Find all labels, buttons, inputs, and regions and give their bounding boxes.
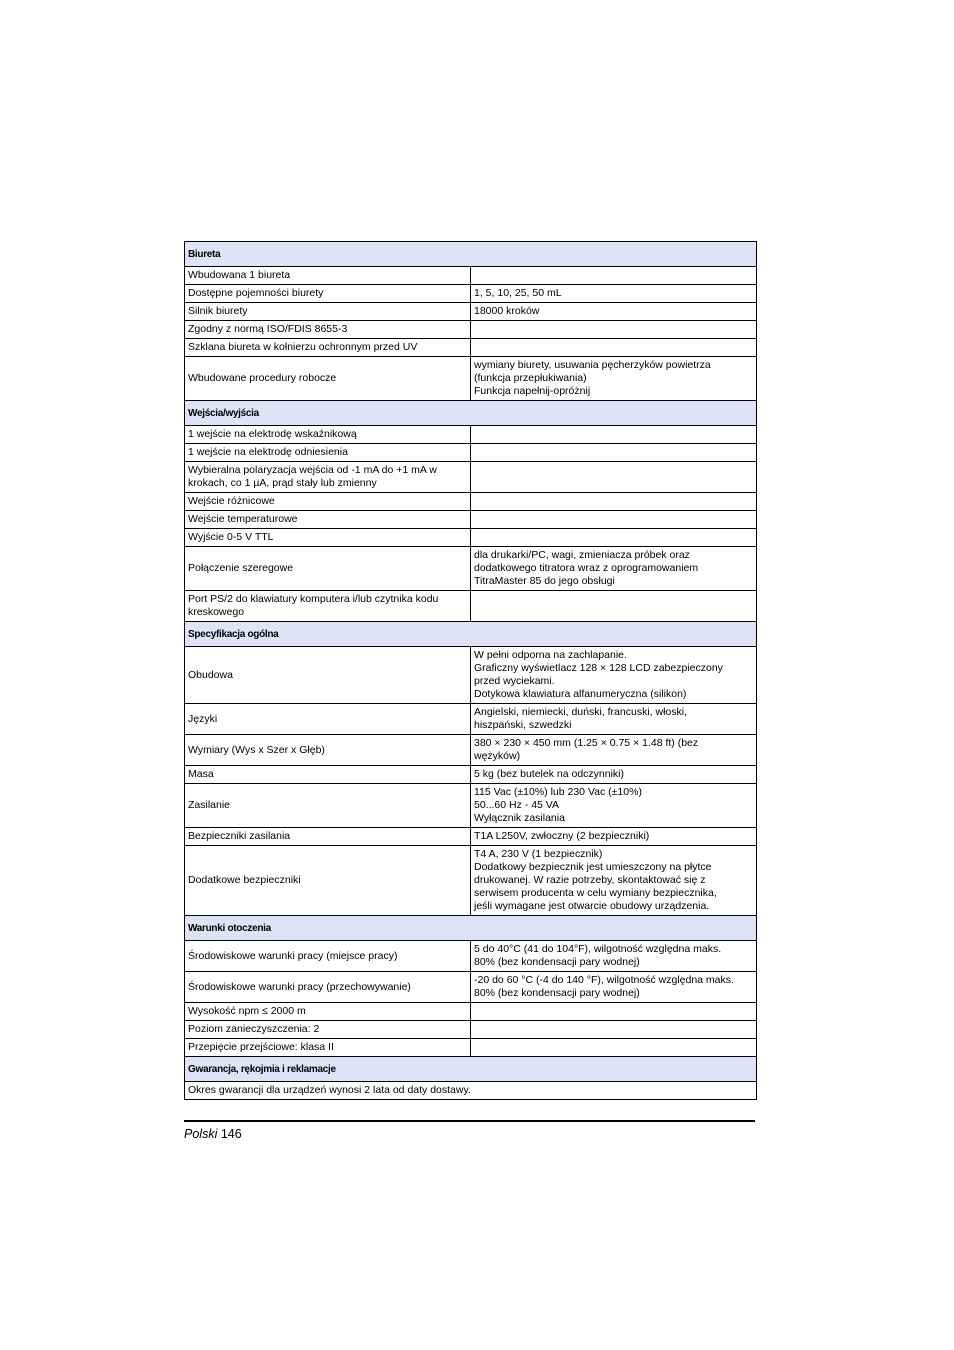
spec-label: 1 wejście na elektrodę odniesienia	[185, 444, 471, 462]
table-row	[185, 1003, 757, 1021]
spec-table	[184, 241, 757, 1100]
spec-label: Połączenie szeregowe	[185, 547, 471, 591]
spec-value: T1A L250V, zwłoczny (2 bezpieczniki)	[471, 828, 757, 846]
section-header-row	[185, 242, 757, 267]
table-row	[185, 462, 757, 493]
spec-label: Dostępne pojemności biurety	[185, 285, 471, 303]
table-row	[185, 766, 757, 784]
spec-label: Masa	[185, 766, 471, 784]
spec-label: Poziom zanieczyszczenia: 2	[185, 1021, 471, 1039]
spec-value	[471, 426, 757, 444]
table-row	[185, 493, 757, 511]
spec-full-text: Okres gwarancji dla urządzeń wynosi 2 lata od daty dostawy.	[185, 1082, 757, 1100]
spec-label: Silnik biurety	[185, 303, 471, 321]
spec-label: Środowiskowe warunki pracy (przechowywanie)	[185, 972, 471, 1003]
spec-label: Dodatkowe bezpieczniki	[185, 846, 471, 916]
footer-language: Polski	[184, 1127, 218, 1141]
spec-value	[471, 511, 757, 529]
table-row	[185, 941, 757, 972]
spec-value	[471, 591, 757, 622]
spec-label: Wymiary (Wys x Szer x Głęb)	[185, 735, 471, 766]
table-row	[185, 1039, 757, 1057]
spec-value	[471, 529, 757, 547]
spec-value	[471, 339, 757, 357]
table-row	[185, 828, 757, 846]
section-header-row	[185, 622, 757, 647]
table-row	[185, 339, 757, 357]
table-row	[185, 591, 757, 622]
spec-value: W pełni odporna na zachlapanie. Graficzny wyświetlacz 128 × 128 LCD zabezpieczony przed wyciekami. Dotykowa klawiatura alfanumeryczna (silikon)	[471, 647, 757, 704]
table-row	[185, 303, 757, 321]
spec-value: 115 Vac (±10%) lub 230 Vac (±10%) 50...60 Hz - 45 VA Wyłącznik zasilania	[471, 784, 757, 828]
section-title: Gwarancja, rękojmia i reklamacje	[185, 1057, 757, 1082]
spec-label: 1 wejście na elektrodę wskaźnikową	[185, 426, 471, 444]
section-title: Specyfikacja ogólna	[185, 622, 757, 647]
spec-value	[471, 1039, 757, 1057]
section-header-row	[185, 1057, 757, 1082]
spec-value	[471, 1021, 757, 1039]
table-row	[185, 547, 757, 591]
table-row	[185, 511, 757, 529]
spec-value: -20 do 60 °C (-4 do 140 °F), wilgotność względna maks. 80% (bez kondensacji pary wodnej)	[471, 972, 757, 1003]
spec-label: Szklana biureta w kołnierzu ochronnym przed UV	[185, 339, 471, 357]
spec-label: Wbudowana 1 biureta	[185, 267, 471, 285]
spec-value: wymiany biurety, usuwania pęcherzyków powietrza (funkcja przepłukiwania) Funkcja napełnij-opróżnij	[471, 357, 757, 401]
table-row	[185, 1021, 757, 1039]
section-title: Wejścia/wyjścia	[185, 401, 757, 426]
spec-value: dla drukarki/PC, wagi, zmieniacza próbek oraz dodatkowego titratora wraz z oprogramowaniem TitraMaster 85 do jego obsługi	[471, 547, 757, 591]
section-header-row	[185, 916, 757, 941]
table-row	[185, 426, 757, 444]
spec-label: Wysokość npm ≤ 2000 m	[185, 1003, 471, 1021]
spec-label: Port PS/2 do klawiatury komputera i/lub czytnika kodu kreskowego	[185, 591, 471, 622]
footer-rule	[184, 1120, 755, 1122]
table-row	[185, 784, 757, 828]
table-row	[185, 444, 757, 462]
table-row	[185, 357, 757, 401]
spec-value	[471, 267, 757, 285]
spec-value	[471, 1003, 757, 1021]
table-row	[185, 285, 757, 303]
table-row	[185, 972, 757, 1003]
spec-label: Bezpieczniki zasilania	[185, 828, 471, 846]
table-row	[185, 321, 757, 339]
table-row	[185, 647, 757, 704]
spec-value	[471, 444, 757, 462]
spec-label: Wyjście 0-5 V TTL	[185, 529, 471, 547]
table-row	[185, 735, 757, 766]
section-title: Warunki otoczenia	[185, 916, 757, 941]
spec-value: 18000 kroków	[471, 303, 757, 321]
spec-label: Obudowa	[185, 647, 471, 704]
spec-value	[471, 493, 757, 511]
page-footer	[184, 1127, 242, 1141]
table-row	[185, 1082, 757, 1100]
section-header-row	[185, 401, 757, 426]
spec-value	[471, 321, 757, 339]
table-row	[185, 529, 757, 547]
spec-value: 1, 5, 10, 25, 50 mL	[471, 285, 757, 303]
spec-value: T4 A, 230 V (1 bezpiecznik) Dodatkowy bezpiecznik jest umieszczony na płytce drukowanej. W razie potrzeby, skontaktować się z serwisem producenta w celu wymiany bezpiecznika, jeśli wymagane jest otwarcie obudowy urządzenia.	[471, 846, 757, 916]
table-row	[185, 846, 757, 916]
spec-label: Wybieralna polaryzacja wejścia od -1 mA do +1 mA w krokach, co 1 µA, prąd stały lub zmienny	[185, 462, 471, 493]
spec-label: Zasilanie	[185, 784, 471, 828]
spec-value: Angielski, niemiecki, duński, francuski, włoski, hiszpański, szwedzki	[471, 704, 757, 735]
page-number: 146	[220, 1127, 242, 1141]
spec-label: Przepięcie przejściowe: klasa II	[185, 1039, 471, 1057]
spec-label: Zgodny z normą ISO/FDIS 8655-3	[185, 321, 471, 339]
spec-value: 5 kg (bez butelek na odczynniki)	[471, 766, 757, 784]
spec-label: Języki	[185, 704, 471, 735]
spec-label: Środowiskowe warunki pracy (miejsce pracy)	[185, 941, 471, 972]
spec-label: Wejście różnicowe	[185, 493, 471, 511]
table-row	[185, 267, 757, 285]
spec-label: Wejście temperaturowe	[185, 511, 471, 529]
section-title: Biureta	[185, 242, 757, 267]
spec-value: 5 do 40°C (41 do 104°F), wilgotność względna maks. 80% (bez kondensacji pary wodnej)	[471, 941, 757, 972]
table-row	[185, 704, 757, 735]
spec-value	[471, 462, 757, 493]
spec-value: 380 × 230 × 450 mm (1.25 × 0.75 × 1.48 ft) (bez wężyków)	[471, 735, 757, 766]
spec-label: Wbudowane procedury robocze	[185, 357, 471, 401]
